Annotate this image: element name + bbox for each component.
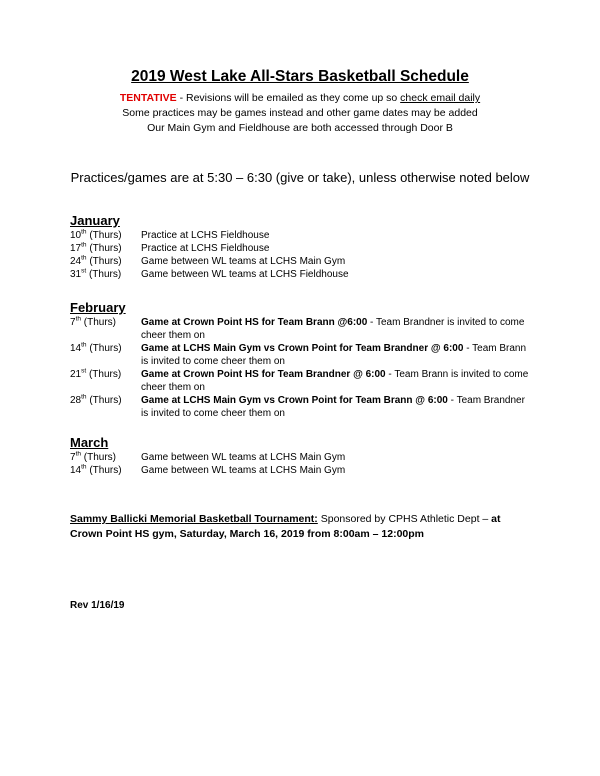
row-description: Game between WL teams at LCHS Main Gym bbox=[141, 465, 346, 476]
row-date: 10th (Thurs) bbox=[70, 228, 122, 241]
row-date: 31st (Thurs) bbox=[70, 267, 122, 280]
row-description: Game at LCHS Main Gym vs Crown Point for Team Brandner @ 6:00 - Team Brann is invited to come cheer them on bbox=[141, 343, 527, 367]
row-date: 14th (Thurs) bbox=[70, 463, 122, 476]
row-description: Game between WL teams at LCHS Main Gym bbox=[141, 256, 346, 267]
tentative-text: - Revisions will be emailed as they come up so bbox=[176, 92, 401, 104]
row-description: Game at Crown Point HS for Team Brann @6:00 - Team Brandner is invited to come cheer them on bbox=[141, 317, 525, 341]
tournament-name: Sammy Ballicki Memorial Basketball Tournament: bbox=[70, 513, 318, 525]
tentative-notice bbox=[0, 92, 600, 104]
tournament-note bbox=[70, 512, 530, 542]
page-title: 2019 West Lake All-Stars Basketball Schedule bbox=[131, 68, 469, 85]
practice-time-note: Practices/games are at 5:30 – 6:30 (give or take), unless otherwise noted below bbox=[70, 170, 530, 185]
tentative-label: TENTATIVE bbox=[119, 92, 177, 104]
tournament-sponsor: Sponsored by CPHS Athletic Dept – bbox=[317, 513, 492, 525]
row-date: 28th (Thurs) bbox=[70, 393, 122, 406]
month-heading-march: March bbox=[70, 435, 109, 450]
door-note: Our Main Gym and Fieldhouse are both accessed through Door B bbox=[147, 122, 453, 134]
revision-label: Rev 1/16/19 bbox=[70, 600, 125, 611]
month-heading-january: January bbox=[70, 213, 120, 228]
row-date: 17th (Thurs) bbox=[70, 241, 122, 254]
month-heading-february: February bbox=[70, 300, 126, 315]
games-note: Some practices may be games instead and other game dates may be added bbox=[122, 107, 478, 119]
check-email-text: check email daily bbox=[400, 92, 481, 104]
tournament-details: at Crown Point HS gym, Saturday, March 16, 2019 from 8:00am – 12:00pm bbox=[70, 513, 501, 540]
row-date: 7th (Thurs) bbox=[70, 315, 116, 328]
row-description: Game at Crown Point HS for Team Brandner @ 6:00 - Team Brann is invited to come cheer them on bbox=[141, 369, 529, 393]
row-date: 14th (Thurs) bbox=[70, 341, 122, 354]
row-date: 21st (Thurs) bbox=[70, 367, 122, 380]
row-description: Game between WL teams at LCHS Main Gym bbox=[141, 452, 346, 463]
row-description: Game at LCHS Main Gym vs Crown Point for Team Brann @ 6:00 - Team Brandner is invited to come cheer them on bbox=[141, 395, 525, 419]
row-description: Practice at LCHS Fieldhouse bbox=[141, 243, 270, 254]
row-date: 24th (Thurs) bbox=[70, 254, 122, 267]
row-date: 7th (Thurs) bbox=[70, 450, 116, 463]
row-description: Game between WL teams at LCHS Fieldhouse bbox=[141, 269, 349, 280]
row-description: Practice at LCHS Fieldhouse bbox=[141, 230, 270, 241]
